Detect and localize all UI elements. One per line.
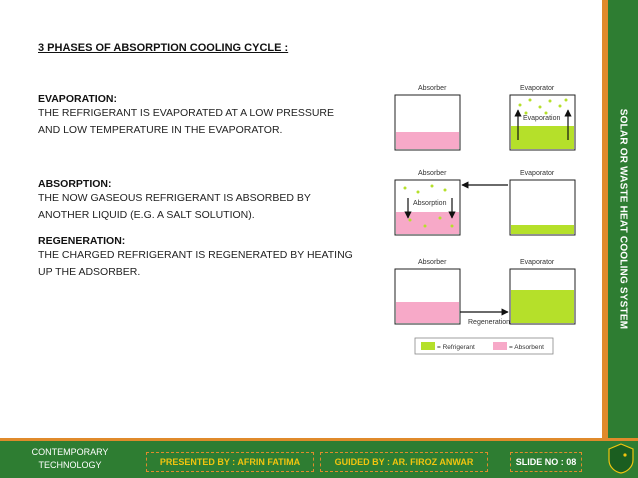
absorbent-fill [396, 132, 459, 149]
footer-presented-by: PRESENTED BY : AFRIN FATIMA [146, 452, 314, 472]
footer-course-line: TECHNOLOGY [38, 460, 102, 470]
section-line: THE NOW GASEOUS REFRIGERANT IS ABSORBED BY [38, 192, 311, 204]
absorber-label: Absorber [418, 85, 447, 92]
evaporator-label: Evaporator [520, 170, 555, 177]
evaporator-label: Evaporator [520, 85, 555, 92]
section-line: UP THE ADSORBER. [38, 266, 141, 278]
footer-course-line: CONTEMPORARY [31, 447, 109, 457]
emblem-icon [606, 442, 636, 475]
refrigerant-fill [511, 290, 574, 323]
section-line: THE REFRIGERANT IS EVAPORATED AT A LOW PRESSURE [38, 107, 335, 119]
legend-refrigerant-label: = Refrigerant [437, 344, 475, 351]
legend-refrigerant-swatch [421, 342, 435, 350]
legend-absorbent-swatch [493, 342, 507, 350]
section-title: EVAPORATION: [38, 93, 117, 105]
footer-guided-by: GUIDED BY : AR. FIROZ ANWAR [320, 452, 488, 472]
evaporator-label: Evaporator [520, 259, 555, 266]
section-title: ABSORPTION: [38, 178, 112, 190]
regeneration-label: Regeneration [468, 319, 511, 326]
absorption-label: Absorption [413, 200, 447, 207]
sidebar-title-text: SOLAR OR WASTE HEAT COOLING SYSTEM [617, 108, 629, 330]
section-title: REGENERATION: [38, 235, 126, 247]
section-absorption [38, 178, 398, 224]
section-regeneration [38, 235, 398, 281]
section-evaporation [38, 93, 398, 139]
section-line: ANOTHER LIQUID (E.G. A SALT SOLUTION). [38, 209, 255, 221]
sidebar-title [608, 0, 638, 438]
refrigerant-fill [511, 126, 574, 149]
absorption-cycle-diagram [390, 80, 590, 360]
absorber-label: Absorber [418, 259, 447, 266]
absorbent-fill [396, 302, 459, 323]
evaporation-label: Evaporation [523, 115, 561, 122]
slide-heading: 3 PHASES OF ABSORPTION COOLING CYCLE : [38, 42, 289, 54]
footer-course [0, 441, 140, 478]
legend-absorbent-label: = Absorbent [509, 344, 544, 351]
absorbent-fill [396, 212, 459, 234]
section-line: AND LOW TEMPERATURE IN THE EVAPORATOR. [38, 124, 283, 136]
section-line: THE CHARGED REFRIGERANT IS REGENERATED BY HEATING [38, 249, 353, 261]
refrigerant-fill [511, 225, 574, 234]
absorber-label: Absorber [418, 170, 447, 177]
footer-slide-number: SLIDE NO : 08 [510, 452, 582, 472]
